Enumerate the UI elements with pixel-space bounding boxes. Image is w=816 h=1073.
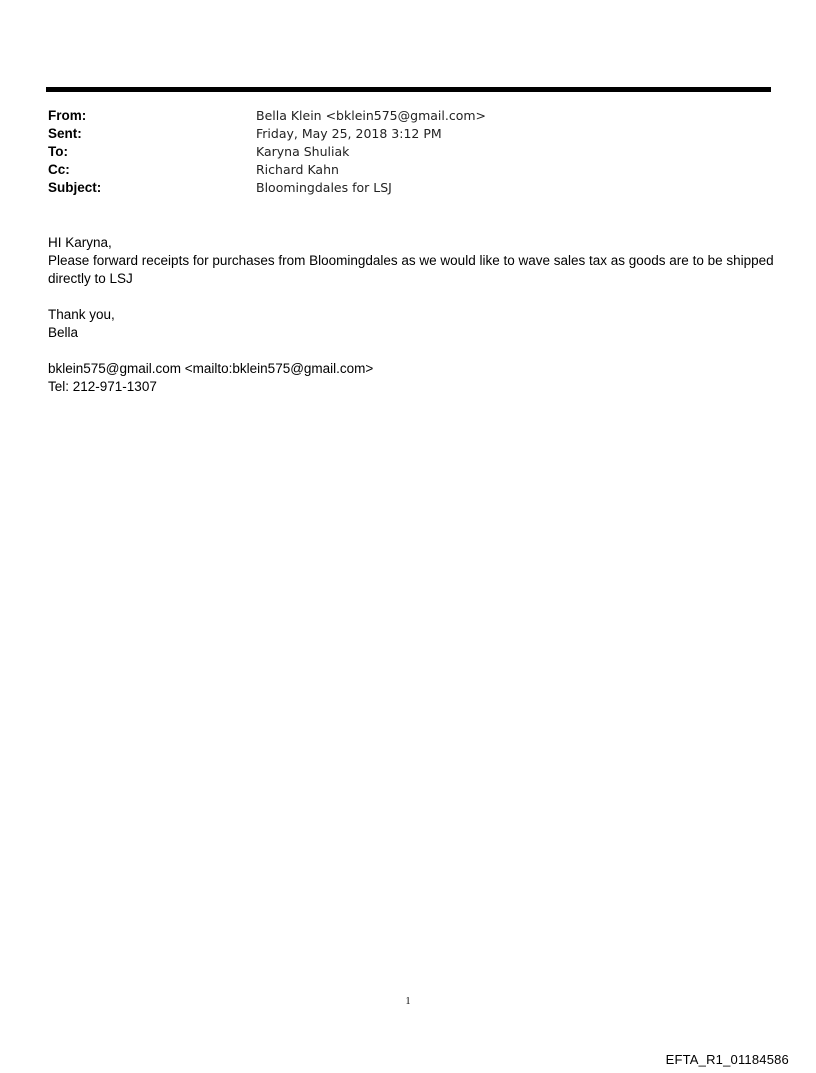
page-number: 1 bbox=[405, 996, 411, 1007]
from-value: Bella Klein <bklein575@gmail.com> bbox=[256, 108, 486, 123]
subject-value: Bloomingdales for LSJ bbox=[256, 180, 392, 195]
to-value: Karyna Shuliak bbox=[256, 144, 350, 159]
header-row-sent bbox=[48, 125, 768, 143]
sent-label: Sent: bbox=[48, 126, 82, 141]
header-row-subject bbox=[48, 179, 768, 197]
signature-name: Bella bbox=[48, 325, 79, 340]
closing: Thank you, bbox=[48, 307, 115, 322]
from-label: From: bbox=[48, 108, 87, 123]
to-label: To: bbox=[48, 144, 68, 159]
subject-label: Subject: bbox=[48, 180, 102, 195]
signature-phone: Tel: 212-971-1307 bbox=[48, 379, 157, 394]
message-paragraph: Please forward receipts for purchases from Bloomingdales as we would like to wave sales tax as goods are to be shipped directly to LSJ bbox=[48, 253, 774, 286]
sent-value: Friday, May 25, 2018 3:12 PM bbox=[256, 126, 442, 141]
greeting: HI Karyna, bbox=[48, 235, 112, 250]
email-header bbox=[48, 107, 768, 197]
paragraph-spacer bbox=[48, 288, 778, 306]
email-body bbox=[48, 234, 778, 396]
header-row-cc bbox=[48, 161, 768, 179]
header-row-from bbox=[48, 107, 768, 125]
cc-label: Cc: bbox=[48, 162, 70, 177]
signature-spacer bbox=[48, 342, 778, 360]
bates-number: EFTA_R1_01184586 bbox=[665, 1052, 789, 1067]
header-divider bbox=[46, 87, 771, 92]
signature-email: bklein575@gmail.com <mailto:bklein575@gmail.com> bbox=[48, 361, 374, 376]
header-row-to bbox=[48, 143, 768, 161]
cc-value: Richard Kahn bbox=[256, 162, 339, 177]
